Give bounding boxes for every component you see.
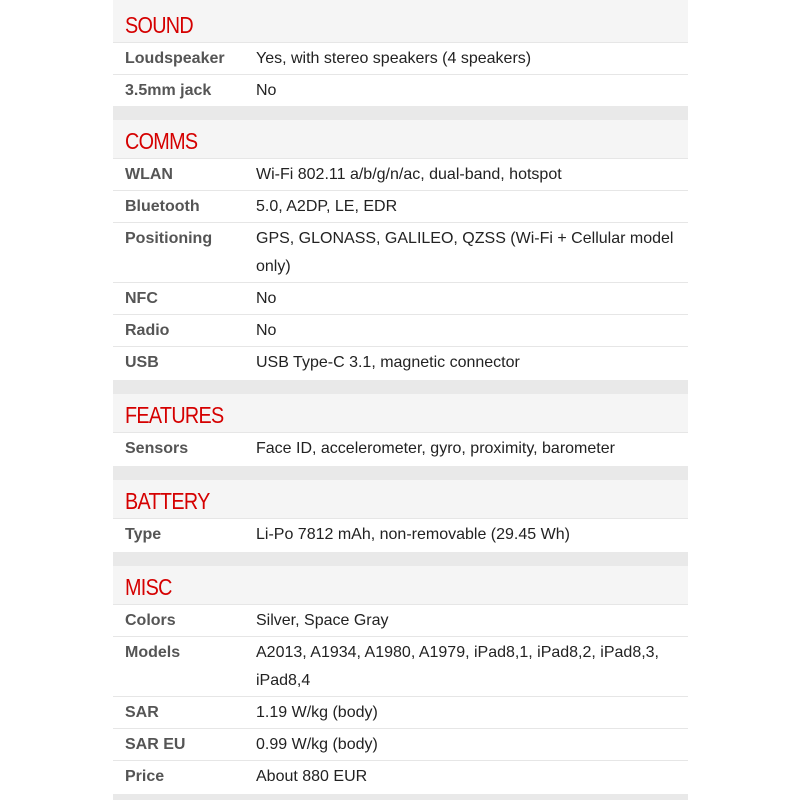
section-title: COMMS: [125, 128, 198, 154]
section-comms: [113, 120, 688, 378]
spec-row-loudspeaker: [113, 42, 688, 74]
spec-label: WLAN: [125, 166, 173, 183]
section-divider: [113, 106, 688, 120]
spec-label: NFC: [125, 290, 158, 307]
spec-label: Loudspeaker: [125, 50, 225, 67]
spec-row-sensors: [113, 432, 688, 466]
section-header-sound: [113, 0, 688, 42]
spec-value: Wi-Fi 802.11 a/b/g/n/ac, dual-band, hotspot: [256, 166, 562, 183]
spec-label: Radio: [125, 322, 170, 339]
spec-value: USB Type-C 3.1, magnetic connector: [256, 354, 520, 371]
spec-row-jack: [113, 74, 688, 106]
spec-value: Face ID, accelerometer, gyro, proximity, barometer: [256, 440, 615, 457]
section-features: [113, 394, 688, 466]
section-title: FEATURES: [125, 402, 224, 428]
spec-label: Bluetooth: [125, 198, 200, 215]
spec-label: Price: [125, 768, 165, 785]
spec-value: No: [256, 290, 277, 307]
section-sound: [113, 0, 688, 106]
section-title: MISC: [125, 574, 172, 600]
spec-row-battery-type: [113, 518, 688, 552]
spec-label: SAR: [125, 704, 159, 721]
section-header-features: [113, 394, 688, 432]
spec-row-usb: [113, 346, 688, 378]
spec-value: Silver, Space Gray: [256, 612, 389, 629]
spec-label: USB: [125, 354, 159, 371]
spec-row-nfc: [113, 282, 688, 314]
section-battery: [113, 480, 688, 552]
spec-value: 5.0, A2DP, LE, EDR: [256, 198, 398, 215]
section-header-battery: [113, 480, 688, 518]
spec-value: A2013, A1934, A1980, A1979, iPad8,1, iPad8,2, iPad8,3, iPad8,4: [256, 644, 659, 689]
spec-value: About 880 EUR: [256, 768, 368, 785]
spec-sheet: [113, 0, 688, 800]
spec-value: No: [256, 82, 277, 99]
spec-row-wlan: [113, 158, 688, 190]
section-divider: [113, 380, 688, 394]
spec-value: 0.99 W/kg (body): [256, 736, 378, 753]
spec-label: Positioning: [125, 230, 213, 247]
spec-value: No: [256, 322, 277, 339]
spec-label: SAR EU: [125, 736, 186, 753]
spec-row-sar: [113, 696, 688, 728]
section-divider: [113, 794, 688, 800]
spec-row-price: [113, 760, 688, 792]
spec-label: Sensors: [125, 440, 189, 457]
spec-value: Yes, with stereo speakers (4 speakers): [256, 50, 532, 67]
section-misc: [113, 566, 688, 792]
spec-label: 3.5mm jack: [125, 82, 212, 99]
spec-value: Li-Po 7812 mAh, non-removable (29.45 Wh): [256, 526, 570, 543]
section-title: SOUND: [125, 12, 193, 38]
section-header-comms: [113, 120, 688, 158]
section-title: BATTERY: [125, 488, 210, 514]
spec-row-models: [113, 636, 688, 696]
spec-label: Models: [125, 644, 181, 661]
spec-value: GPS, GLONASS, GALILEO, QZSS (Wi-Fi + Cellular model only): [256, 230, 674, 275]
section-divider: [113, 552, 688, 566]
spec-row-bluetooth: [113, 190, 688, 222]
spec-row-positioning: [113, 222, 688, 282]
spec-label: Colors: [125, 612, 176, 629]
spec-value: 1.19 W/kg (body): [256, 704, 378, 721]
section-divider: [113, 466, 688, 480]
spec-row-sar-eu: [113, 728, 688, 760]
section-header-misc: [113, 566, 688, 604]
spec-label: Type: [125, 526, 162, 543]
spec-row-radio: [113, 314, 688, 346]
spec-row-colors: [113, 604, 688, 636]
